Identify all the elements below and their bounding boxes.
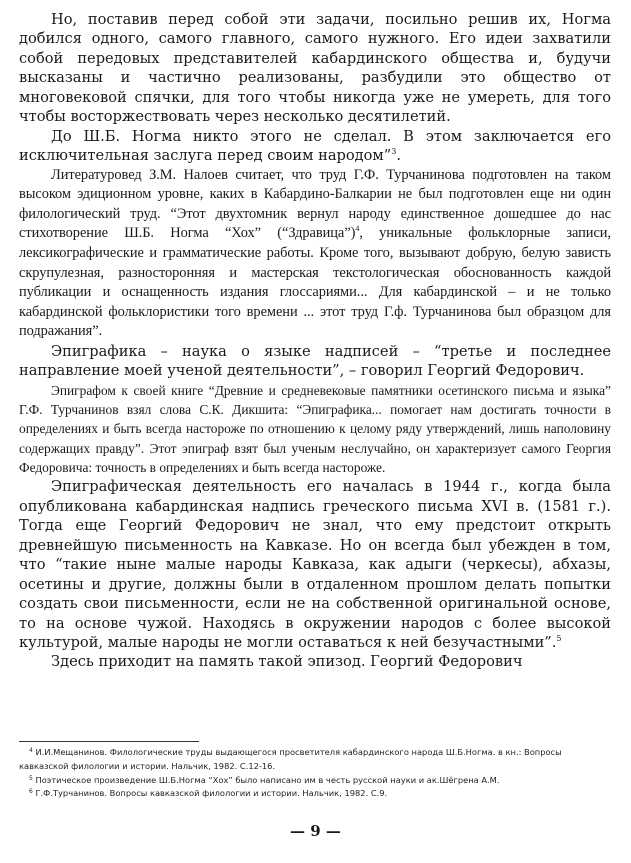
paragraph: Литературовед З.М. Налоев считает, что труд Г.Ф. Турчанинова подготовлен на таком высоком эдиционном уровне, каких в Кабардино-Балкарии не был подготовлен еще ни один филологический труд. “Этот двухтомник вернул народу единственное дошедшее до нас стихотворение Ш.Б. Ногма “Хох” (“Здравица”)$^4$, уникальные фольклорные записи, лексикографические и грамматические работы. Кроме того, вызывают добрую, белую зависть скрупулезная, разносторонняя и мастерская текстологическая обоснованность каждой публикации и оснащенность издания глоссариями... Для кабардинской – и не только кабардинской фольклористики того времени ... этот труд Г.ф. Турчанинова был образцом для подражания”. (19, 166, 611, 340)
paragraph: Но, поставив перед собой эти задачи, посильно решив их, Ногма добился одного, самого главного, самого нужного. Его идеи захватили собой передовых представителей кабардинского общества и, будучи высказаны и частично реализованы, разбудили это общество от многовековой спячки, для того чтобы никогда уже не умереть, для того чтобы восторжествовать через несколько десятилетий. (19, 11, 611, 126)
paragraph: До Ш.Б. Ногма никто этого не сделал. В этом заключается его исключительная заслуга перед своим народом”$^3$. (19, 127, 611, 165)
footnote-divider (19, 741, 199, 742)
footnote-ref: 4 (355, 224, 360, 234)
footnote-ref: 5 (556, 633, 562, 643)
paragraph: Эпиграфика – наука о языке надписей – “третье и последнее направление моей ученой деятельности”, – говорил Георгий Федорович. (19, 342, 611, 380)
body-text (19, 10, 611, 672)
footnote-ref: 3 (391, 147, 397, 157)
footnote: $^5$ Поэтическое произведение Ш.Б.Ногма “Хох” было написано им в честь русской науки и ак.Шёгрена А.М. (29, 774, 500, 785)
footnote: $^4$ И.И.Мещанинов. Филологические труды выдающегося просветителя кабардинского народа Ш.Б.Ногма. в кн.: Вопросы кавказской филологии и истории. Нальчик, 1982. С.12-16. (19, 747, 562, 771)
paragraph: Эпиграфическая деятельность его началась в 1944 г., когда была опубликована кабардинская надпись греческого письма XVI в. (1581 г.). Тогда еще Георгий Федорович не знал, что ему предстоит открыть древнейшую письменность на Кавказе. Но он всегда был убежден в том, что “такие ныне малые народы Кавказа, как адыги (черкесы), абхазы, осетины и другие, должны были в отдаленном прошлом делать попытки создать свои письменности, если не на собственной оригинальной основе, то на основе чужой. Находясь в окружении народов с более высокой культурой, малые народы не могли оставаться к ней безучастными”.$^5$ (19, 478, 611, 651)
paragraph: Здесь приходит на память такой эпизод. Георгий Федорович (51, 653, 523, 671)
page-number: — 9 — (290, 822, 341, 840)
footnotes (19, 746, 611, 801)
footnote: $^6$ Г.Ф.Турчанинов. Вопросы кавказской филологии и истории. Нальчик, 1982. С.9. (29, 788, 388, 799)
paragraph: Эпиграфом к своей книге “Древние и средневековые памятники осетинского письма и языка” Г.Ф. Турчанинов взял слова С.К. Дикшита: “Эпиграфика... помогает нам достигать точности в определениях и быть всегда настороже по отношению к целому ряду утверждений, лишь наполовину содержащих правду”. Этот эпиграф взят был ученым неслучайно, он характеризует самого Георгия Федоровича: точность в определениях и быть всегда настороже. (19, 382, 611, 476)
